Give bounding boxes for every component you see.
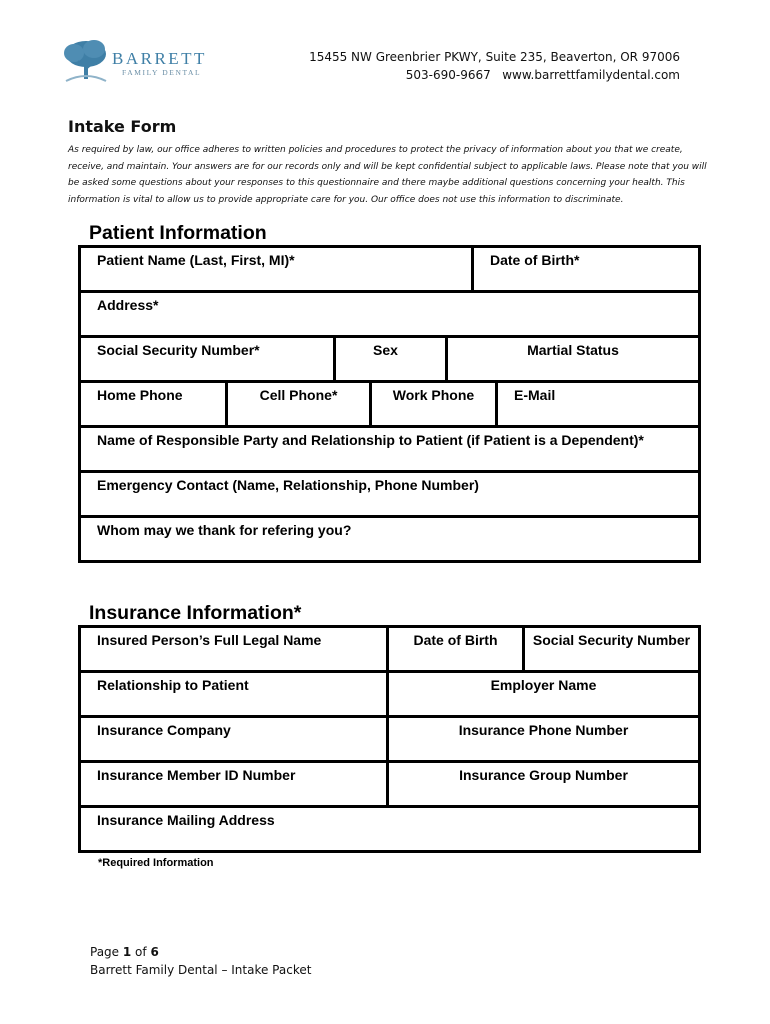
logo-subtitle: FAMILY DENTAL bbox=[122, 68, 202, 77]
practice-address: 15455 NW Greenbrier PKWY, Suite 235, Beaverton, OR 97006 bbox=[309, 50, 680, 64]
patient-dob-field[interactable]: Date of Birth* bbox=[490, 252, 580, 268]
responsible-party-field[interactable]: Name of Responsible Party and Relationship to Patient (if Patient is a Dependent)* bbox=[97, 432, 644, 448]
table-row bbox=[81, 383, 698, 428]
practice-phone-web: 503-690-9667 www.barrettfamilydental.com bbox=[405, 68, 680, 82]
insurance-company-field[interactable]: Insurance Company bbox=[81, 718, 389, 760]
patient-name-field[interactable]: Patient Name (Last, First, MI)* bbox=[81, 248, 474, 290]
patient-info-table bbox=[78, 245, 701, 563]
required-note: *Required Information bbox=[98, 857, 214, 869]
member-id-field[interactable]: Insurance Member ID Number bbox=[81, 763, 389, 805]
home-phone-field[interactable]: Home Phone bbox=[81, 383, 228, 425]
page-prefix: Page bbox=[90, 945, 123, 959]
table-row bbox=[81, 808, 698, 850]
logo-name: BARRETT bbox=[112, 49, 207, 68]
employer-field[interactable]: Employer Name bbox=[490, 677, 597, 693]
table-row bbox=[81, 338, 698, 383]
marital-status-field[interactable]: Martial Status bbox=[527, 342, 619, 358]
insured-ssn-field[interactable]: Social Security Number bbox=[532, 632, 691, 648]
table-row bbox=[81, 248, 698, 293]
insurance-info-table bbox=[78, 625, 701, 853]
table-row bbox=[81, 428, 698, 473]
table-row bbox=[81, 293, 698, 338]
page-number bbox=[90, 943, 311, 961]
table-row bbox=[81, 473, 698, 518]
referral-field[interactable]: Whom may we thank for refering you? bbox=[97, 522, 352, 538]
document-name: Barrett Family Dental – Intake Packet bbox=[90, 963, 312, 977]
practice-contact bbox=[309, 48, 680, 84]
page-mid: of bbox=[131, 945, 151, 959]
tree-icon bbox=[60, 37, 110, 85]
page-footer bbox=[90, 943, 311, 979]
table-row bbox=[81, 673, 698, 718]
privacy-notice: As required by law, our office adheres to written policies and procedures to protect the privacy of information about you that we create, receive, and maintain. Your answers are for our records only and will be kept confidential subject to applicable laws. Please note that you will be asked some questions about your responses to this questionnaire and there maybe additional questions concerning your health. This information is vital to allow us to provide appropriate care for you. Our office does not use this information to discriminate. bbox=[68, 145, 707, 205]
email-field[interactable]: E-Mail bbox=[514, 387, 556, 403]
insurance-phone-field[interactable]: Insurance Phone Number bbox=[458, 722, 629, 738]
table-row bbox=[81, 518, 698, 560]
practice-logo bbox=[60, 37, 220, 85]
patient-section-heading: Patient Information bbox=[89, 222, 267, 244]
group-number-field[interactable]: Insurance Group Number bbox=[459, 767, 628, 783]
work-phone-field[interactable]: Work Phone bbox=[372, 383, 498, 425]
table-row bbox=[81, 628, 698, 673]
form-title: Intake Form bbox=[68, 117, 177, 136]
page-current: 1 bbox=[122, 945, 132, 959]
cell-phone-field[interactable]: Cell Phone* bbox=[228, 383, 372, 425]
insured-dob-field[interactable]: Date of Birth bbox=[389, 628, 525, 670]
insured-name-field[interactable]: Insured Person’s Full Legal Name bbox=[81, 628, 389, 670]
page-total: 6 bbox=[150, 945, 159, 959]
table-row bbox=[81, 718, 698, 763]
ssn-field[interactable]: Social Security Number* bbox=[81, 338, 336, 380]
address-field[interactable]: Address* bbox=[97, 297, 159, 313]
sex-field[interactable]: Sex bbox=[336, 338, 448, 380]
relationship-field[interactable]: Relationship to Patient bbox=[81, 673, 389, 715]
emergency-contact-field[interactable]: Emergency Contact (Name, Relationship, Phone Number) bbox=[97, 477, 479, 493]
insurance-section-heading: Insurance Information* bbox=[89, 602, 302, 624]
insurance-mailing-address-field[interactable]: Insurance Mailing Address bbox=[97, 812, 275, 828]
table-row bbox=[81, 763, 698, 808]
